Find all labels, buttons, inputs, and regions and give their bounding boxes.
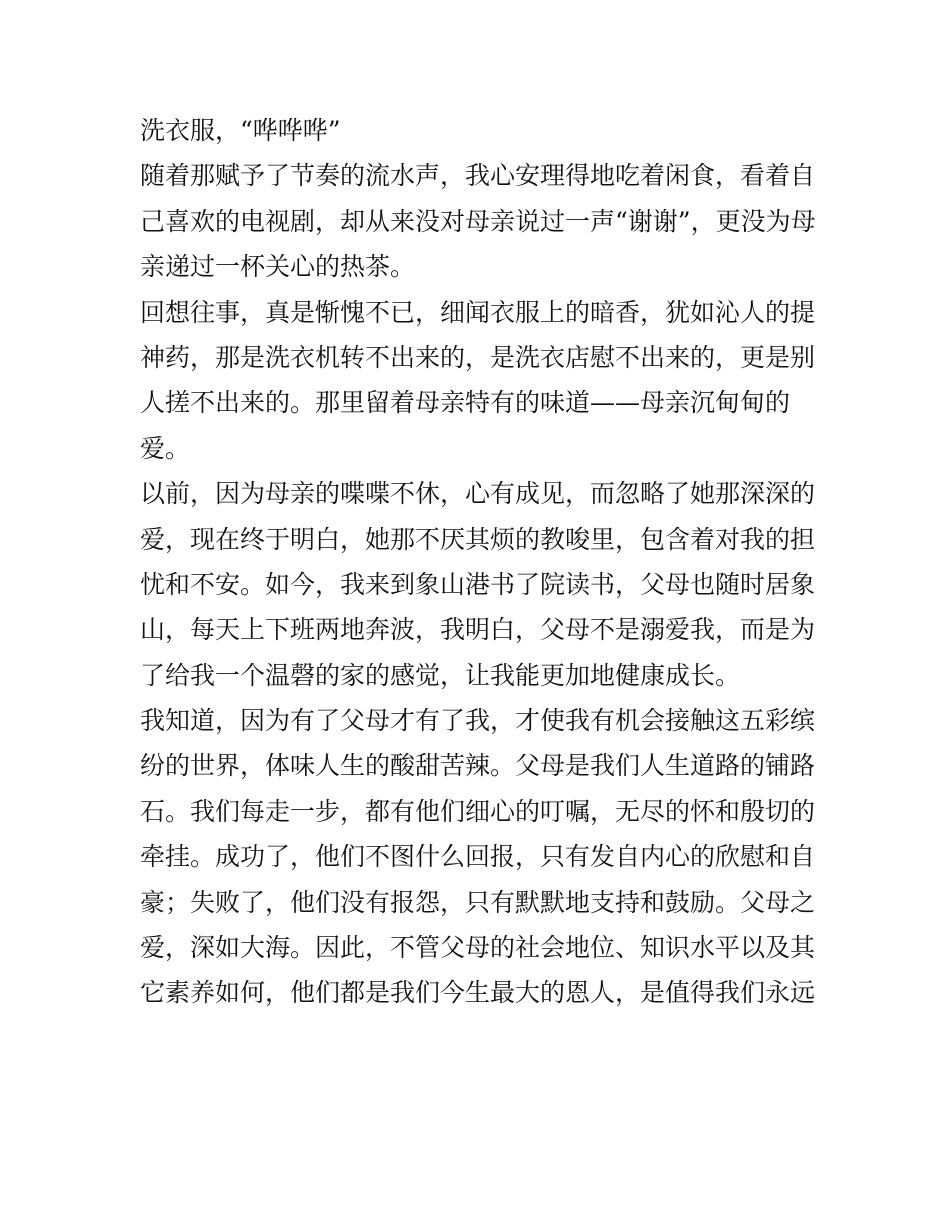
text-line: 纷的世界，体味人生的酸甜苦辣。父母是我们人生道路的铺路 [140, 751, 816, 781]
text-line: 回想往事，真是惭愧不已，细闻衣服上的暗香，犹如沁人的提 [140, 297, 816, 327]
text-line: 山，每天上下班两地奔波，我明白，父母不是溺爱我，而是为 [140, 615, 816, 645]
text-line: 了给我一个温磬的家的感觉，让我能更加地健康成长。 [140, 660, 741, 690]
text-line: 爱，现在终于明白，她那不厌其烦的教唆里，包含着对我的担 [140, 524, 816, 554]
text-line: 神药，那是洗衣机转不出来的，是洗衣店慰不出来的，更是别 [140, 342, 816, 372]
essay-text [140, 108, 820, 1016]
text-line: 石。我们每走一步，都有他们细心的叮嘱，无尽的怀和殷切的 [140, 796, 816, 826]
text-line: 己喜欢的电视剧，却从来没对母亲说过一声“谢谢”，更没为母 [140, 206, 816, 236]
text-line: 忧和不安。如今，我来到象山港书了院读书，父母也随时居象 [140, 569, 816, 599]
text-line: 豪；失败了，他们没有报怨，只有默默地支持和鼓励。父母之 [140, 887, 816, 917]
text-line: 人搓不出来的。那里留着母亲特有的味道——母亲沉甸甸的 [140, 388, 791, 418]
text-line: 爱，深如大海。因此，不管父母的社会地位、知识水平以及其 [140, 933, 816, 963]
text-line: 它素养如何，他们都是我们今生最大的恩人，是值得我们永远 [140, 978, 816, 1008]
text-line: 牵挂。成功了，他们不图什么回报，只有发自内心的欣慰和自 [140, 842, 816, 872]
text-line: 以前，因为母亲的喋喋不休，心有成见，而忽略了她那深深的 [140, 479, 816, 509]
text-line: 爱。 [140, 433, 191, 463]
text-line: 随着那赋予了节奏的流水声，我心安理得地吃着闲食，看着自 [140, 161, 816, 191]
text-line: 我知道，因为有了父母才有了我，才使我有机会接触这五彩缤 [140, 706, 816, 736]
text-line: 亲递过一杯关心的热茶。 [140, 252, 416, 282]
text-line: 洗衣服，“哗哗哗” [140, 116, 341, 145]
